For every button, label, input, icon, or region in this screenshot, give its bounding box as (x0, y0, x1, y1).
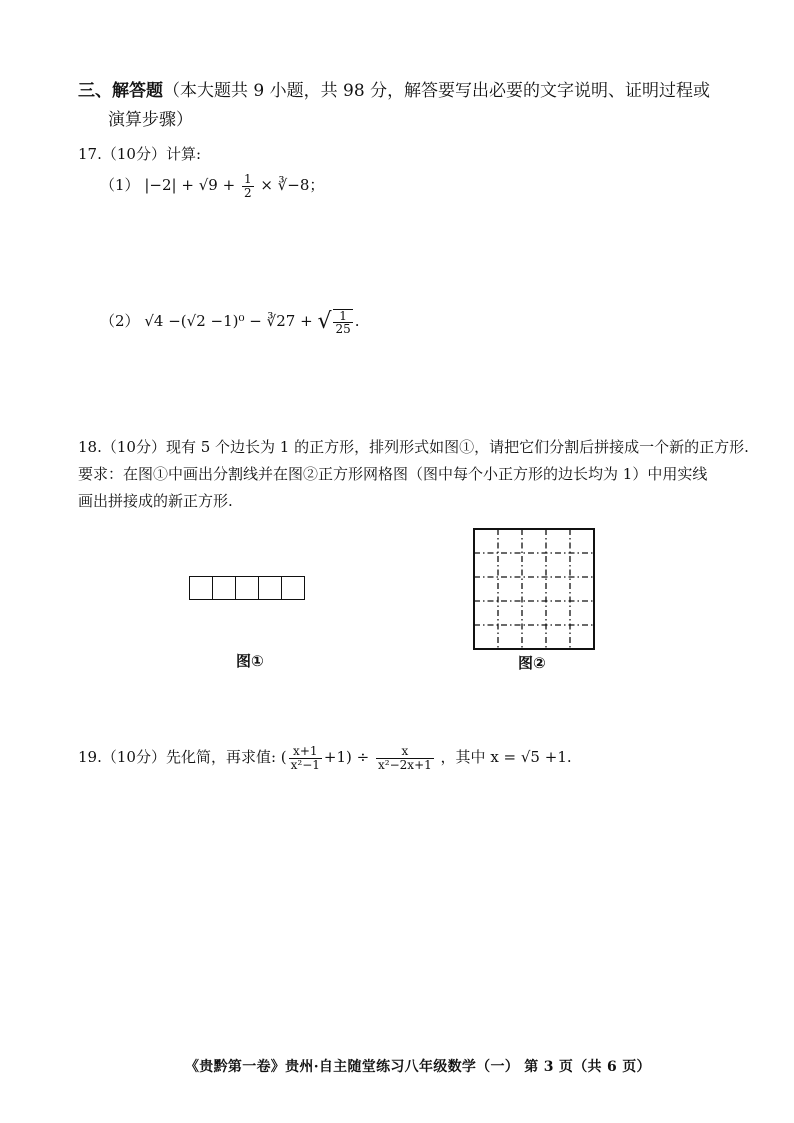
abs-term: |−2| (144, 176, 177, 195)
square-strip (189, 576, 305, 600)
sqrt-fraction-numerator: 1 (333, 310, 352, 324)
half-denominator: 2 (243, 185, 252, 200)
q18-line3: 画出拼接成的新正方形. (78, 492, 233, 510)
unit-square (236, 577, 259, 599)
section-title-rest: （本大题共 9 小题，共 98 分，解答要写出必要的文字说明、证明过程或 (163, 81, 711, 101)
q17-part1 (100, 172, 324, 200)
sqrt-fraction-denominator: 25 (335, 322, 351, 337)
fraction-1 (289, 745, 322, 771)
times-sign: × (260, 176, 273, 195)
fraction-2-denominator: x²−2x+1 (378, 757, 432, 772)
minus-open-paren: −( (168, 312, 187, 331)
q17-part1-label: （1） (100, 176, 140, 194)
half-fraction (242, 173, 254, 199)
q17-part2-label: （2） (100, 312, 140, 330)
q17-part2-expression (144, 308, 359, 336)
page-footer: 《贵黔第一卷》贵州·自主随堂练习八年级数学（一） 第 3 页（共 6 页） (185, 1059, 651, 1075)
q17-part2 (100, 308, 360, 336)
sqrt9-term: √9 (198, 176, 218, 195)
section-title (78, 78, 710, 105)
sqrt-fraction (333, 309, 352, 336)
fraction-2 (376, 745, 434, 771)
fraction-1-numerator: x+1 (289, 745, 322, 759)
half-numerator: 1 (243, 172, 252, 187)
q19 (78, 744, 572, 772)
fraction-1-denominator: x²−1 (290, 757, 320, 772)
plus-sign: + (222, 176, 236, 195)
cbrt27-term: ∛27 (266, 312, 296, 331)
divide-sign: ÷ (356, 748, 370, 767)
plus-sign: + (181, 176, 194, 195)
section-title-continued: 演算步骤） (108, 110, 193, 130)
q17-part1-expression (144, 172, 324, 199)
unit-square (190, 577, 213, 599)
q19-heading: 19.（10分）先化简，再求值: (78, 748, 276, 766)
radical-sign-icon: √ (317, 309, 332, 335)
section-title-bold: 三、解答题 (78, 81, 163, 101)
figure1-square-strip (189, 576, 305, 600)
fraction-2-numerator: x (376, 745, 434, 759)
q19-condition: ，其中 x = √5 +1. (440, 748, 572, 766)
q19-expression (281, 744, 436, 771)
sqrt4-term: √4 (144, 312, 164, 331)
q17-heading: 17.（10分）计算: (78, 145, 201, 163)
unit-square (259, 577, 282, 599)
figure2-grid (472, 527, 596, 651)
sqrt2-term: √2 (186, 312, 206, 331)
cbrt-neg8-term: ∛−8 (277, 176, 310, 195)
power-zero-term: −1)⁰ (205, 312, 245, 331)
minus-sign: − (249, 312, 262, 331)
period: . (354, 312, 360, 331)
plus-one-close: +1) (323, 748, 352, 767)
unit-square (213, 577, 236, 599)
plus-sign: + (300, 312, 313, 331)
semicolon: ； (309, 176, 325, 195)
figure1-label: 图① (236, 652, 264, 670)
grid-border (474, 529, 594, 649)
grid-dashed-lines (474, 529, 594, 649)
unit-square (282, 577, 304, 599)
open-paren: ( (280, 748, 287, 767)
figure2-label: 图② (518, 654, 546, 672)
q18-line1: 18.（10分）现有 5 个边长为 1 的正方形，排列形式如图①，请把它们分割后拼接成一个新的正方形. (78, 438, 749, 456)
q18-line2: 要求：在图①中画出分割线并在图②正方形网格图（图中每个小正方形的边长均为 1）中用实线 (78, 465, 708, 483)
